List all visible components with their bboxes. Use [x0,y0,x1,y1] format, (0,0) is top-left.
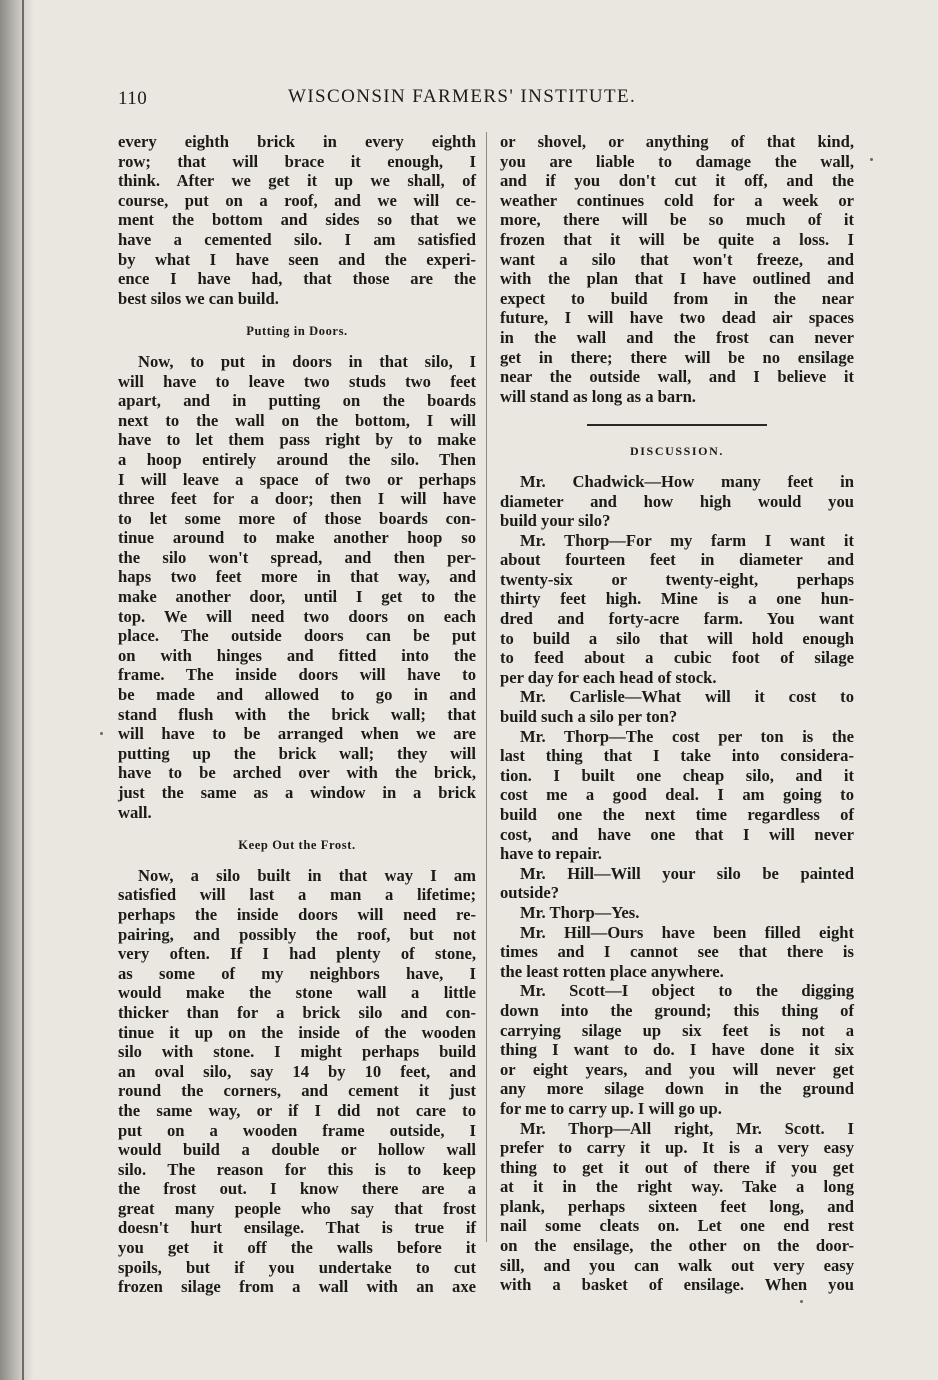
text-line: on the ensilage, the other on the door- [500,1236,854,1256]
section-divider-rule [587,424,767,426]
text-line: pairing, and possibly the roof, but not [118,924,476,944]
text-line: doesn't hurt ensilage. That is true if [118,1218,476,1238]
text-line: Mr. Thorp—Yes. [520,902,640,922]
paragraph-keep-out-frost [118,866,476,1297]
text-line: sill, and you can walk out very easy [500,1255,854,1275]
discussion-paragraph [500,923,854,982]
text-line: thing I want to do. I have done it six [500,1040,854,1060]
discussion-paragraph [500,864,854,903]
text-line: for me to carry up. I will go up. [500,1098,722,1118]
text-line: Mr. Scott—I object to the digging [520,981,854,1001]
discussion-paragraph [500,903,854,923]
text-line: thicker than for a brick silo and con- [118,1002,476,1022]
book-spine-shadow [0,0,34,1380]
text-line: you are liable to damage the wall, [500,151,854,171]
text-line: Now, a silo built in that way I am [138,865,476,885]
discussion-paragraph [500,472,854,531]
text-line: build one the next time regardless of [500,805,854,824]
text-line: with the plan that I have outlined and [500,269,854,289]
binding-edge [22,0,24,1380]
text-line: twenty-six or twenty-eight, perhaps [500,569,854,589]
text-line: have to be arched over with the brick, [118,763,476,783]
page-header [118,86,858,114]
text-line: silo with stone. I might perhaps build [118,1042,476,1062]
text-line: or eight years, and you will never get [500,1059,854,1079]
text-line: would build a double or hollow wall [118,1140,476,1160]
text-line: frozen that it will be quite a loss. I [500,229,854,249]
text-line: thing to get it out of there if you get [500,1157,854,1177]
discussion-paragraph [500,1119,854,1295]
text-line: putting up the brick wall; they will [118,743,476,763]
text-line: about fourteen feet in diameter and [500,550,854,570]
text-line: Mr. Hill—Ours have been filled eight [520,922,854,942]
text-line: or shovel, or anything of that kind, [500,132,854,151]
text-line: the same way, or if I did not care to [118,1100,476,1120]
text-line: place. The outside doors can be put [118,626,476,646]
discussion-paragraph [500,687,854,726]
text-line: build your silo? [500,511,611,531]
text-line: last thing that I take into considera- [500,746,854,766]
paper-speck [100,732,103,735]
text-line: Mr. Hill—Will your silo be painted [520,863,854,883]
paragraph-frost-continued [500,132,854,406]
text-line: Mr. Carlisle—What will it cost to [520,687,854,707]
text-line: great many people who say that frost [118,1198,476,1218]
text-line: thirty feet high. Mine is a one hun- [500,589,854,609]
text-line: have to let them pass right by to make [118,430,476,450]
text-line: course, put on a roof, and we will ce- [118,190,476,210]
text-line: Mr. Chadwick—How many feet in [520,471,854,491]
text-line: the least rotten place anywhere. [500,961,724,981]
text-line: at it in the right way. Take a long [500,1177,854,1197]
text-line: Now, to put in doors in that silo, I [138,351,476,371]
text-line: plank, perhaps sixteen feet long, and [500,1196,854,1216]
text-line: row; that will brace it enough, I [118,151,476,171]
text-line: to feed about a cubic foot of silage [500,648,854,668]
section-heading-discussion: DISCUSSION. [630,444,724,459]
text-line: cost, and have one that I will never [500,824,854,844]
text-line: times and I cannot see that there is [500,942,854,962]
text-line: as some of my neighbors have, I [118,963,476,983]
text-line: build such a silo per ton? [500,707,678,727]
running-head: WISCONSIN FARMERS' INSTITUTE. [288,86,637,107]
text-line: carrying silage up six feet is not a [500,1020,854,1040]
text-line: dred and forty-acre farm. You want [500,609,854,629]
text-line: silo. The reason for this is to keep [118,1159,476,1179]
text-line: have a cemented silo. I am satisfied [118,229,476,249]
text-line: to let some more of those boards con- [118,508,476,528]
text-line: cost me a good deal. I am going to [500,785,854,805]
text-line: will have to be arranged when we are [118,724,476,744]
text-line: down into the ground; this thing of [500,1000,854,1020]
text-line: any more silage down in the ground [500,1079,854,1099]
discussion-paragraph [500,531,854,688]
text-line: an oval silo, say 14 by 10 feet, and [118,1061,476,1081]
text-line: Mr. Thorp—The cost per ton is the [520,726,854,746]
text-line: would make the stone wall a little [118,983,476,1003]
text-line: get in there; there will be no ensilage [500,347,854,367]
text-line: you get it off the walls before it [118,1238,476,1258]
text-line: perhaps the inside doors will need re- [118,904,476,924]
text-line: in the wall and the frost can never [500,327,854,347]
page-number: 110 [118,88,148,109]
text-line: top. We will need two doors on each [118,606,476,626]
text-line: to build a silo that will hold enough [500,628,854,648]
text-line: tinue around to make another hoop so [118,528,476,548]
text-line: weather continues cold for a week or [500,190,854,210]
text-line: have to repair. [500,844,602,864]
text-line: and if you don't cut it off, and the [500,171,854,191]
text-line: near the outside wall, and I believe it [500,367,854,387]
text-line: on with hinges and fitted into the [118,645,476,665]
text-line: stand flush with the brick wall; that [118,704,476,724]
section-heading-keep-out-frost: Keep Out the Frost. [238,838,356,853]
column-divider [486,132,487,1242]
text-line: prefer to carry it up. It is a very easy [500,1138,854,1158]
text-line: spoils, but if you undertake to cut [118,1257,476,1277]
paper-speck [870,158,873,161]
text-line: more, there will be so much of it [500,210,854,230]
text-line: put on a wooden frame outside, I [118,1120,476,1140]
text-line: think. After we get it up we shall, of [118,171,476,191]
text-line: make another door, until I get to the [118,587,476,607]
text-line: with a basket of ensilage. When you [500,1275,854,1295]
text-line: next to the wall on the bottom, I will [118,410,476,430]
text-line: Mr. Thorp—All right, Mr. Scott. I [520,1118,854,1138]
text-line: will have to leave two studs two feet [118,371,476,391]
text-line: frozen silage from a wall with an axe [118,1277,476,1297]
text-line: the silo won't spread, and then per- [118,547,476,567]
text-line: diameter and how high would you [500,491,854,511]
text-line: want a silo that won't freeze, and [500,249,854,269]
text-line: the frost out. I know there are a [118,1179,476,1199]
discussion-paragraph [500,981,854,1118]
text-line: ment the bottom and sides so that we [118,210,476,230]
text-line: will stand as long as a barn. [500,386,696,406]
text-line: apart, and in putting on the boards [118,391,476,411]
text-line: round the corners, and cement it just [118,1081,476,1101]
paragraph-putting-in-doors [118,352,476,822]
text-line: Mr. Thorp—For my farm I want it [520,530,854,550]
text-line: expect to build from in the near [500,288,854,308]
text-line: tion. I built one cheap silo, and it [500,765,854,785]
discussion-paragraph [500,727,854,864]
text-line: nail some cleats on. Let one end rest [500,1216,854,1236]
text-line: ence I have had, that those are the [118,269,476,289]
text-line: I will leave a space of two or perhaps [118,469,476,489]
paragraph-brick-silo-end [118,132,476,308]
text-line: wall. [118,802,152,822]
text-line: be made and allowed to go in and [118,685,476,705]
text-line: satisfied will last a man a lifetime; [118,885,476,905]
text-line: very often. If I had plenty of stone, [118,944,476,964]
text-line: tinue it up on the inside of the wooden [118,1022,476,1042]
text-line: by what I have seen and the experi- [118,249,476,269]
paper-speck [800,1300,803,1303]
text-line: three feet for a door; then I will have [118,489,476,509]
text-line: haps two feet more in that way, and [118,567,476,587]
text-line: future, I will have two dead air spaces [500,308,854,328]
text-line: just the same as a window in a brick [118,783,476,802]
right-column [500,132,854,1295]
left-column [118,132,476,1297]
text-line: a hoop entirely around the silo. Then [118,449,476,469]
text-line: per day for each head of stock. [500,667,717,687]
section-heading-putting-in-doors: Putting in Doors. [246,324,348,339]
text-line: outside? [500,883,560,903]
text-line: frame. The inside doors will have to [118,665,476,685]
discussion-exchanges [500,472,854,1295]
text-line: every eighth brick in every eighth [118,132,476,151]
text-line: best silos we can build. [118,288,279,308]
